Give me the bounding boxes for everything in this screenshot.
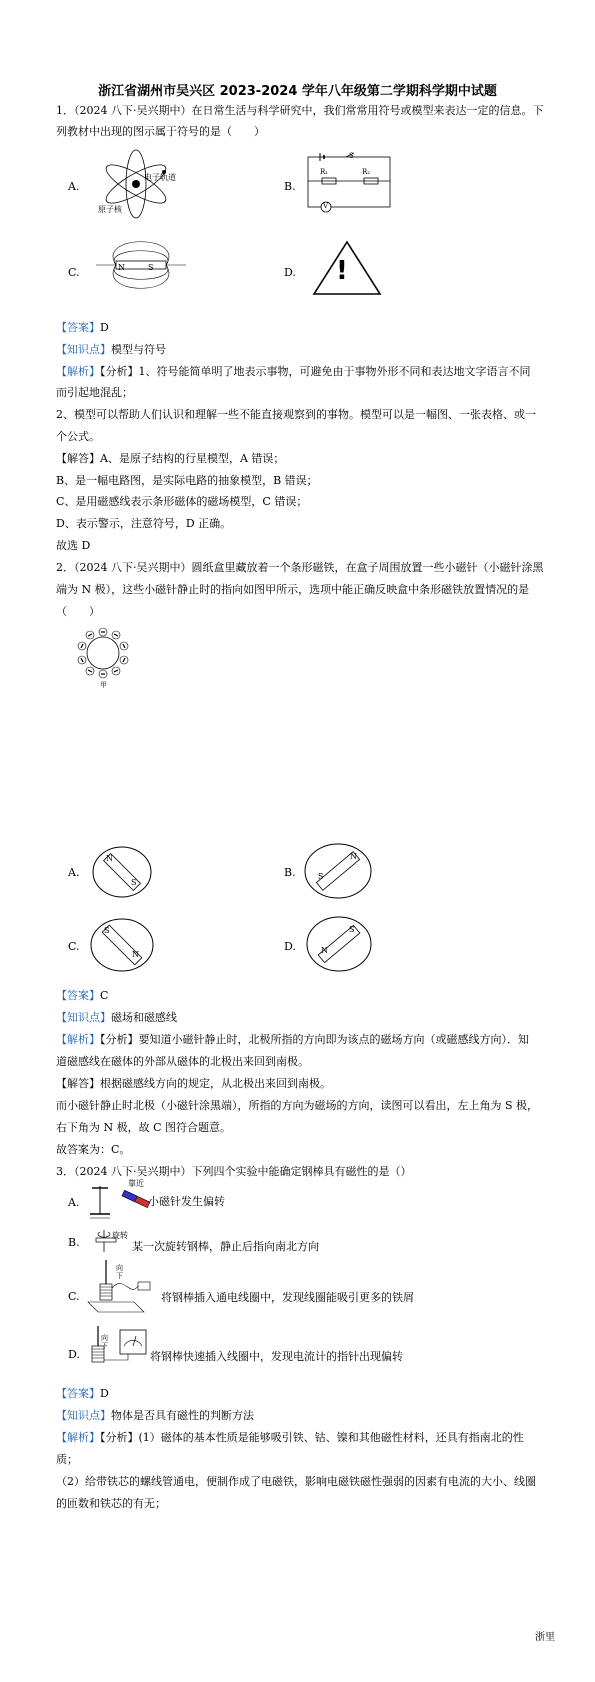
q1-solution-line1: 【解答】A、是原子结构的行星模型，A 错误； [56, 452, 285, 465]
q3-analysis-line3: （2）给带铁芯的螺线管通电，便制作成了电磁铁，影响电磁铁磁性强弱的因素有电流的大小、线圈 [56, 1475, 536, 1488]
q3-option-d-figure [88, 1324, 150, 1374]
q1-analysis-line4: 个公式。 [56, 430, 100, 443]
q3-option-b-text: 某一次旋转钢棒，静止后指向南北方向 [132, 1240, 319, 1253]
q3-option-b-label: B. [68, 1236, 80, 1249]
q3-analysis-line4: 的匝数和铁芯的有无； [56, 1497, 166, 1510]
q1-solution-line3: C、是用磁感线表示条形磁体的磁场模型，C 错误； [56, 495, 308, 508]
q2-compass-ring-figure [76, 626, 130, 680]
q2-b-pole-s: S [318, 872, 324, 881]
q2-option-c-label: C. [68, 940, 80, 953]
q2-option-a-figure [92, 846, 152, 898]
q1-circuit-r1-label: R₁ [320, 168, 329, 176]
warning-icon: ! [336, 256, 348, 286]
q2-analysis-line1: 【解析】【分析】要知道小磁针静止时，北极所指的方向即为该点的磁场方向（或磁感线方向）．知 [56, 1033, 529, 1046]
q1-analysis-line1: 【解析】【分析】1、符号能简单明了地表示事物，可避免由于事物外形不同和表达地文字语言不同 [56, 365, 531, 378]
q2-solution-line3: 右下角为 N 极，故 C 图符合题意。 [56, 1121, 232, 1134]
q2-stem-line2: 端为 N 极），这些小磁针静止时的指向如图甲所示，选项中能正确反映盒中条形磁铁放置情况的是 [56, 583, 530, 596]
q1-analysis-line3: 2、模型可以帮助人们认识和理解一些不能直接观察到的事物。模型可以是一幅图、一张表格、或一 [56, 408, 536, 421]
q3-b-rotate-tag: 旋转 [112, 1231, 128, 1240]
q2-c-pole-s: S [104, 926, 110, 935]
q1-stem-line2: 列教材中出现的图示属于符号的是（ ） [56, 125, 265, 138]
q3-c-down-tag: 向下 [116, 1264, 123, 1280]
q1-option-b-label: B. [284, 180, 296, 193]
q2-analysis-line2: 道磁感线在磁体的外部从磁体的北极出来回到南极。 [56, 1055, 309, 1068]
q2-solution-line4: 故答案为：C。 [56, 1143, 131, 1156]
q1-answer: 【答案】D [56, 321, 109, 334]
q3-option-a-figure [88, 1182, 156, 1222]
q1-option-c-label: C. [68, 266, 80, 279]
q3-option-c-label: C. [68, 1290, 80, 1303]
q2-a-pole-s: S [131, 878, 137, 887]
q1-magnet-s-label: S [148, 263, 154, 272]
page-footer: 浙里 [535, 1632, 555, 1643]
q3-option-a-label: A. [68, 1196, 80, 1209]
q2-stem-line3: （ ） [56, 605, 100, 618]
q3-answer: 【答案】D [56, 1387, 109, 1400]
q2-d-pole-n: N [321, 946, 328, 955]
q3-analysis-line1: 【解析】【分析】(1）磁体的基本性质是能够吸引铁、钴、镍和其他磁性材料，还具有指南北的性 [56, 1431, 524, 1444]
q2-option-d-label: D. [284, 940, 296, 953]
q3-analysis-line2: 质； [56, 1453, 78, 1466]
q3-option-d-label: D. [68, 1348, 80, 1361]
q3-option-a-text: 小磁针发生偏转 [148, 1195, 225, 1208]
q2-option-b-label: B. [284, 866, 296, 879]
q1-knowledge-point: 【知识点】模型与符号 [56, 343, 166, 356]
q2-answer: 【答案】C [56, 989, 109, 1002]
q3-knowledge-point: 【知识点】物体是否具有磁性的判断方法 [56, 1409, 254, 1422]
q2-solution-line2: 而小磁针静止时北极（小磁针涂黑端），所指的方向为磁场的方向，读图可以看出，左上角为 S 极， [56, 1099, 539, 1112]
q1-circuit-voltmeter-label: V [323, 202, 329, 210]
q3-option-d-text: 将钢棒快速插入线圈中，发现电流计的指针出现偏转 [150, 1350, 403, 1363]
q2-option-b-figure [304, 843, 372, 899]
q3-a-approach-tag: 靠近 [128, 1179, 144, 1188]
q2-b-pole-n: N [350, 852, 357, 861]
q1-option-d-label: D. [284, 266, 296, 279]
q1-electron-orbit-label: 电子轨道 [144, 173, 176, 182]
q1-solution-line4: D、表示警示，注意符号，D 正确。 [56, 517, 232, 530]
q1-nucleus-label: 原子核 [98, 205, 122, 214]
q1-magnetic-field-figure [96, 234, 186, 296]
q1-stem-line1: 1．（2024 八下·吴兴期中）在日常生活与科学研究中，我们常常用符号或模型来表达一定的信息。下 [56, 104, 544, 117]
q2-figure-caption: 甲 [100, 681, 107, 689]
q1-magnet-n-label: N [118, 263, 125, 272]
q1-option-a-label: A. [68, 180, 80, 193]
q3-stem: 3．（2024 八下·吴兴期中）下列四个实验中能确定钢棒具有磁性的是（） [56, 1165, 412, 1178]
q2-option-d-figure [306, 916, 372, 972]
page-title: 浙江省湖州市吴兴区 2023-2024 学年八年级第二学期科学期中试题 [98, 84, 497, 99]
q2-c-pole-n: N [132, 950, 139, 959]
q2-option-a-label: A. [68, 866, 80, 879]
q1-circuit-figure [306, 152, 394, 210]
q1-solution-line2: B、是一幅电路图，是实际电路的抽象模型，B 错误； [56, 474, 318, 487]
q2-knowledge-point: 【知识点】磁场和磁感线 [56, 1011, 177, 1024]
q2-a-pole-n: N [106, 854, 113, 863]
q2-stem-line1: 2．（2024 八下·吴兴期中）圆纸盒里藏放着一个条形磁铁，在盒子周围放置一些小磁针（小磁针涂黑 [56, 561, 544, 574]
q2-d-pole-s: S [349, 925, 355, 934]
q1-circuit-switch-label: S [349, 152, 354, 160]
q1-solution-line5: 故选 D [56, 539, 91, 552]
q3-d-down-tag: 向下 [101, 1334, 108, 1350]
q1-circuit-r2-label: R₂ [362, 168, 371, 176]
q3-option-c-text: 将钢棒插入通电线圈中，发现线圈能吸引更多的铁屑 [161, 1291, 414, 1304]
q2-solution-line1: 【解答】根据磁感线方向的规定，从北极出来回到南极。 [56, 1077, 331, 1090]
q2-option-c-figure [90, 918, 154, 972]
q1-analysis-line2: 而引起地混乱； [56, 386, 133, 399]
